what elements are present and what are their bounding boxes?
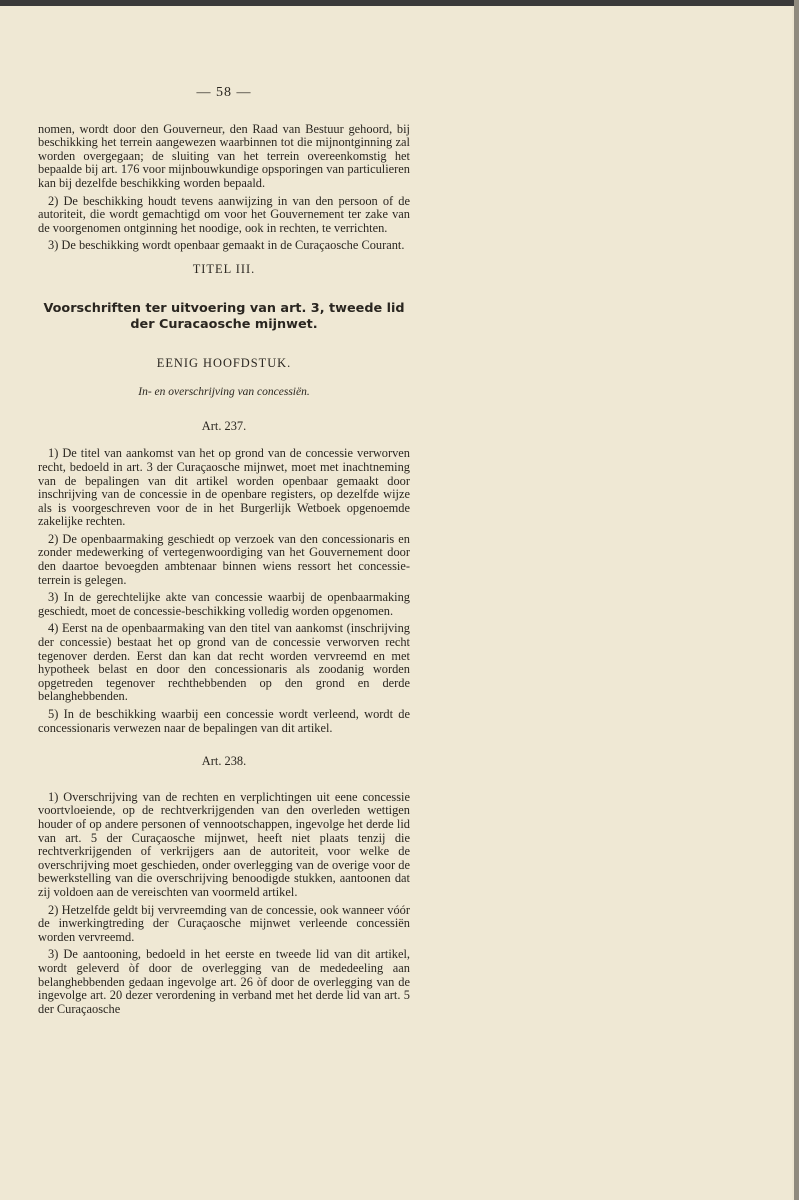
intro-paragraph: 2) De beschikking houdt tevens aanwijzing in van den persoon of de autoriteit, die wordt gemachtigd om voor het Gouvernement ter zake van de voorgenomen ontginning het noodige, ook in rechten, te verrichten. — [38, 193, 410, 235]
article-237-paragraph: 4) Eerst na de openbaarmaking van den titel van aankomst (inschrijving der concessie) bestaat het op grond van de concessie verworven recht tegenover derden. Eerst dan kan dat recht worden vervreemd en met hypotheek belast en door den concessionaris als zoodanig worden opgetreden tegenover rechthebbenden op den grond en derde belanghebbenden. — [38, 621, 410, 704]
right-border — [794, 0, 799, 1200]
page-content — [38, 86, 410, 1016]
article-238-paragraph: 2) Hetzelfde geldt bij vervreemding van de concessie, ook wanneer vóór de inwerkingtreding der Curaçaosche mijnwet verleende concessiën worden vervreemd. — [38, 902, 410, 944]
chapter-subtitle: In- en overschrijving van concessiën. — [138, 386, 310, 399]
article-238-paragraph: 1) Overschrijving van de rechten en verplichtingen uit eene concessie voortvloeiende, op de rechtverkrijgenden van den overleden wettigen houder of op andere personen of vennootschappen, ingevolge het derde lid van art. 5 der Curaçaosche mijnwet, heeft niet plaats tenzij die rechtverkrijgenden of verkrijgers aan de autoriteit, voor welke de overschrijving moet geschieden, onder overlegging van de overige voor de bewerkstelling van die overschrijving benoodigde stukken, aantoonen dat zij voldoen aan de vereischten van voormeld artikel. — [38, 789, 410, 899]
article-237-paragraph: 2) De openbaarmaking geschiedt op verzoek van den concessionaris en zonder medewerking of vertegenwoordiging van het Gouvernement door den daartoe bevoegden ambtenaar binnen wiens ressort het concessie-terrein is gelegen. — [38, 531, 410, 587]
page-number: — 58 — — [196, 85, 252, 100]
titel-heading: TITEL III. — [192, 261, 256, 276]
article-237-paragraph: 5) In de beschikking waarbij een concessie wordt verleend, wordt de concessionaris verwezen naar de bepalingen van dit artikel. — [38, 707, 410, 735]
article-237-title: Art. 237. — [201, 418, 247, 433]
intro-paragraph: nomen, wordt door den Gouverneur, den Raad van Bestuur gehoord, bij beschikking het terrein aangewezen waarbinnen tot die mijnontginning zal worden overgegaan; de sluiting van het terrein overeenkomstig het bepaalde bij art. 176 voor mijnbouwkundige opsporingen van particulieren kan bij dezelfde beschikking worden bepaald. — [38, 121, 410, 190]
article-238-title: Art. 238. — [201, 754, 247, 769]
intro-paragraph: 3) De beschikking wordt openbaar gemaakt in de Curaçaosche Courant. — [48, 238, 405, 253]
article-237-paragraph: 3) In de gerechtelijke akte van concessie waarbij de openbaarmaking geschiedt, moet de concessie-beschikking volledig worden opgenomen. — [38, 590, 410, 618]
article-238-paragraph: 3) De aantooning, bedoeld in het eerste en tweede lid van dit artikel, wordt geleverd òf door de overlegging van de mededeeling aan belanghebbenden gedaan ingevolge art. 26 òf door de overlegging van de ingevolge art. 20 dezer verordening in verband met het derde lid van art. 5 der Curaçaosche — [38, 947, 410, 1016]
chapter-heading: EENIG HOOFDSTUK. — [156, 355, 292, 370]
section-heading: Voorschriften ter uitvoering van art. 3, tweede lid der Curacaosche mijnwet. — [43, 300, 405, 332]
article-237-paragraph: 1) De titel van aankomst van het op grond van de concessie verworven recht, bedoeld in art. 3 der Curaçaosche mijnwet, moet met inachtneming van de bepalingen van dit artikel worden openbaar gemaakt door inschrijving van de concessie in de openbare registers, op dezelfde wijze als is voorgeschreven voor de in het Burgerlijk Wetboek opgenoemde zakelijke rechten. — [38, 446, 410, 529]
